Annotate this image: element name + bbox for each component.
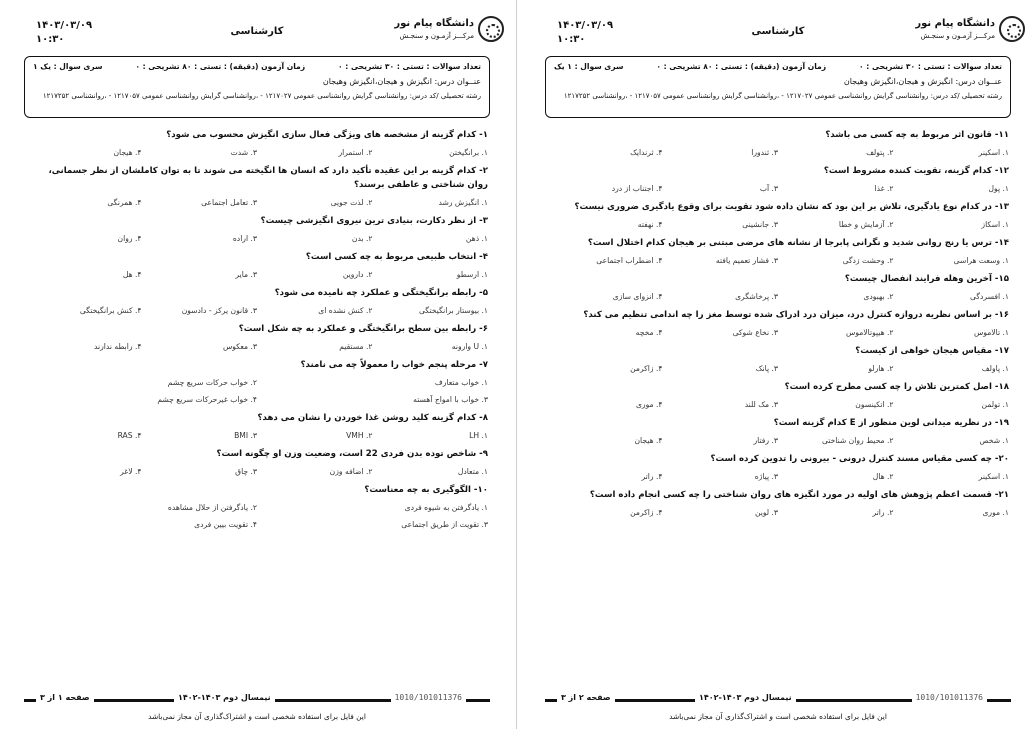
- exam-duration: زمان آزمون (دقیقه) : تستی : ۸۰ تشریحی : ۰: [135, 62, 306, 71]
- question-item: [26, 447, 488, 476]
- question-item: [547, 488, 1009, 517]
- answer-option[interactable]: ۴. خواب غیرحرکات سریع چشم: [157, 395, 257, 404]
- answer-option[interactable]: ۳. BMI: [234, 431, 257, 440]
- answer-option[interactable]: ۲. غذا: [874, 184, 894, 193]
- copyright-notice: این فایل برای استفاده شخصی است و اشتراک‌گذاری آن مجاز نمی‌باشد: [148, 712, 366, 721]
- field-of-study: رشته تحصیلی /کد درس: روانشناسی گرایش روانشناسی عمومی ۱۲۱۷۰۲۷ - ،روانشناسی گرایش روانشناسی عمومی ۱۲۱۷۰۵۷ - ،روانشناسی ۱۲۱۷۲۵۲: [563, 92, 1002, 100]
- question-item: [547, 308, 1009, 337]
- answer-option[interactable]: ۳. نخاع شوکی: [732, 328, 778, 337]
- answer-option[interactable]: ۲. خواب حرکات سریع چشم: [167, 378, 257, 387]
- answer-option[interactable]: ۲. بهبودی: [863, 292, 894, 301]
- exam-info-box: [24, 56, 490, 118]
- answer-option[interactable]: ۲. بدن: [351, 234, 373, 243]
- question-text: ۴- انتخاب طبیعی مربوط به چه کسی است؟: [305, 252, 488, 262]
- question-item: [547, 452, 1009, 481]
- question-item: [26, 286, 488, 315]
- question-text: ۱- کدام گزینه از مشخصه های ویژگی فعال سازی انگیزش محسوب می شود؟: [166, 130, 488, 140]
- answer-option[interactable]: ۲. هیپوتالاموس: [846, 328, 894, 337]
- question-series: سری سوال : یک ۱: [33, 62, 103, 71]
- question-text: ۷- مرحله پنجم خواب را معمولاً چه می نامند؟: [300, 360, 488, 370]
- answer-option[interactable]: ۱. وسعت هراسی: [953, 256, 1009, 265]
- answer-option[interactable]: ۱. بیوستار برانگیختگی: [418, 306, 488, 315]
- answer-option[interactable]: ۳. معکوس: [222, 342, 257, 351]
- question-text: ۱۳- در کدام نوع یادگیری، تلاش بر این بود که نشان داده شود تقویت برای وقوع یادگیری ضروری نیست؟: [574, 202, 1009, 212]
- answer-option[interactable]: ۳. پیاژه: [754, 472, 778, 481]
- answer-option[interactable]: ۳. شدت: [230, 148, 257, 157]
- answer-option[interactable]: ۴. رابطه ندارند: [93, 342, 142, 351]
- answer-options: [26, 234, 488, 243]
- answer-options: [26, 431, 488, 440]
- answer-options: [26, 306, 488, 315]
- answer-option[interactable]: ۴. RAS: [117, 431, 142, 440]
- question-text: ۱۹- در نظریه میدانی لوین منظور از E کدام گزینه است؟: [773, 418, 1009, 428]
- page-topbar: [527, 10, 1029, 52]
- exam-date: ۱۴۰۳/۰۳/۰۹: [557, 20, 614, 31]
- university-name: دانشگاه پیام نور: [915, 18, 995, 29]
- answer-option[interactable]: ۴. اضطراب اجتماعی: [596, 256, 663, 265]
- questions-count: تعداد سوالات : تستی : ۳۰ تشریحی : ۰: [859, 62, 1002, 71]
- answer-option[interactable]: ۲. اتکینسون: [855, 400, 894, 409]
- page-topbar: [6, 10, 508, 52]
- semester-label: نیمسال دوم ۱۴۰۳-۱۴۰۲: [695, 693, 796, 702]
- answer-option[interactable]: ۱. اسکینر: [978, 148, 1009, 157]
- exam-code: 1010/101011376: [391, 693, 466, 702]
- answer-options: [547, 256, 1009, 265]
- answer-option[interactable]: ۲. محیط روان شناختی: [821, 436, 894, 445]
- page-footer: [24, 693, 490, 707]
- answer-option[interactable]: ۲. استمرار: [338, 148, 373, 157]
- answer-option[interactable]: ۳. ثندورا: [751, 148, 778, 157]
- answer-options: [547, 400, 1009, 409]
- question-item: [26, 164, 488, 207]
- answer-option[interactable]: ۴. موری: [635, 400, 663, 409]
- university-name: دانشگاه پیام نور: [394, 18, 474, 29]
- question-text: ۳- از نظر دکارت، بنیادی ترین نیروی انگیزشی چیست؟: [260, 216, 488, 226]
- exam-time-of-day: ۱۰:۳۰: [557, 34, 586, 45]
- copyright-notice: این فایل برای استفاده شخصی است و اشتراک‌گذاری آن مجاز نمی‌باشد: [669, 712, 887, 721]
- answer-option[interactable]: ۳. جانشینی: [742, 220, 778, 229]
- answer-option[interactable]: ۳. چاق: [235, 467, 257, 476]
- page-number: صفحه ۱ از ۳: [36, 693, 94, 702]
- question-text: ۲۱- قسمت اعظم پژوهش های اولیه در مورد انگیزه های روان شناختی را چه کسی انجام داده است؟: [589, 490, 1009, 500]
- question-text: ۶- رابطه بین سطح برانگیختگی و عملکرد به چه شکل است؟: [238, 324, 488, 334]
- page-separator: [516, 0, 517, 729]
- answer-option[interactable]: ۲. لذت جویی: [330, 198, 373, 207]
- question-item: [547, 200, 1009, 229]
- question-text: ۲- کدام گزینه بر این عقیده تأکید دارد که انسان ها انگیخته می شوند تا به توان کاملشان از نظر جسمانی، روان شناختی و عاطفی برسند؟: [48, 166, 488, 190]
- answer-option[interactable]: ۳. اراده: [232, 234, 257, 243]
- answer-option[interactable]: ۱. اسکاز: [981, 220, 1009, 229]
- answer-options: [26, 270, 488, 279]
- answer-option[interactable]: ۲. یادگرفتن از حلال مشاهده: [167, 503, 257, 512]
- question-item: [26, 214, 488, 243]
- exam-page-2: [527, 0, 1029, 729]
- question-item: [26, 358, 488, 404]
- answer-option[interactable]: ۴. هیجان: [113, 148, 142, 157]
- exam-code: 1010/101011376: [912, 693, 987, 702]
- question-text: ۱۷- مقیاس هیجان خواهی از کیست؟: [855, 346, 1009, 356]
- question-text: ۵- رابطه برانگیختگی و عملکرد چه نامیده می شود؟: [274, 288, 488, 298]
- exam-time-of-day: ۱۰:۳۰: [36, 34, 65, 45]
- answer-option[interactable]: ۳. فشار تعمیم یافته: [715, 256, 778, 265]
- answer-option[interactable]: ۲. راتر: [872, 508, 894, 517]
- answer-option[interactable]: ۴. مخچه: [635, 328, 663, 337]
- answer-option[interactable]: ۳. خواب با امواج آهسته: [413, 395, 488, 404]
- answer-option[interactable]: ۱. اسکینر: [978, 472, 1009, 481]
- answer-option[interactable]: ۴. لاغر: [120, 467, 142, 476]
- answer-option[interactable]: ۱. متعادل: [457, 467, 488, 476]
- answer-option[interactable]: ۲. آزمایش و خطا: [838, 220, 894, 229]
- answer-options: [547, 364, 1009, 373]
- answer-option[interactable]: ۲. VMH: [346, 431, 373, 440]
- answer-options: [26, 503, 488, 529]
- question-item: [547, 380, 1009, 409]
- answer-options: [547, 148, 1009, 157]
- question-text: ۱۱- قانون اثر مربوط به چه کسی می باشد؟: [825, 130, 1009, 140]
- answer-option[interactable]: ۲. داروین: [342, 270, 373, 279]
- university-subtitle: مرکـــز آزمـون و سنجـش: [920, 32, 995, 40]
- answer-option[interactable]: ۲. اضافه وزن: [329, 467, 373, 476]
- degree-level: کارشناسی: [751, 26, 805, 37]
- answer-option[interactable]: ۴. زاکرمن: [630, 508, 663, 517]
- answer-option[interactable]: ۲. پتولف: [866, 148, 894, 157]
- answer-options: [26, 378, 488, 404]
- answer-option[interactable]: ۴. همرنگی: [107, 198, 142, 207]
- answer-option[interactable]: ۱. خواب متعارف: [434, 378, 488, 387]
- answer-option[interactable]: ۳. تقویت از طریق اجتماعی: [401, 520, 488, 529]
- answer-option[interactable]: ۲. هارلو: [868, 364, 894, 373]
- field-of-study: رشته تحصیلی /کد درس: روانشناسی گرایش روانشناسی عمومی ۱۲۱۷۰۲۷ - ،روانشناسی گرایش روانشناسی عمومی ۱۲۱۷۰۵۷ - ،روانشناسی ۱۲۱۷۲۵۲: [42, 92, 481, 100]
- answer-option[interactable]: ۴. ثرندایک: [630, 148, 663, 157]
- question-item: [547, 128, 1009, 157]
- answer-option[interactable]: ۱. افسردگی: [970, 292, 1009, 301]
- answer-option[interactable]: ۴. تقویت بیین فردی: [194, 520, 257, 529]
- answer-option[interactable]: ۳. لوین: [754, 508, 778, 517]
- question-item: [547, 416, 1009, 445]
- answer-options: [547, 508, 1009, 517]
- answer-option[interactable]: ۴. راتر: [641, 472, 663, 481]
- answer-option[interactable]: ۲. کنش نشده ای: [318, 306, 373, 315]
- answer-option[interactable]: ۱. U وارونه: [451, 342, 488, 351]
- answer-option[interactable]: ۱. برانگیختن: [449, 148, 488, 157]
- question-item: [547, 164, 1009, 193]
- answer-option[interactable]: ۴. کنش برانگیختگی: [79, 306, 142, 315]
- answer-option[interactable]: ۳. مایر: [235, 270, 257, 279]
- page-number: صفحه ۲ از ۳: [557, 693, 615, 702]
- answer-options: [547, 292, 1009, 301]
- exam-duration: زمان آزمون (دقیقه) : تستی : ۸۰ تشریحی : ۰: [656, 62, 827, 71]
- course-title: عنــوان درس: انگیزش و هیجان،انگیزش وهیجان: [322, 77, 481, 86]
- degree-level: کارشناسی: [230, 26, 284, 37]
- answer-option[interactable]: ۴. اجتناب از درد: [611, 184, 663, 193]
- answer-options: [26, 467, 488, 476]
- answer-option[interactable]: ۲. وحشت زدگی: [842, 256, 894, 265]
- question-item: [547, 236, 1009, 265]
- question-text: ۱۵- آخرین وهله فرایند انفصال چیست؟: [844, 274, 1009, 284]
- answer-option[interactable]: ۱. موری: [982, 508, 1009, 517]
- answer-options: [547, 220, 1009, 229]
- question-item: [547, 272, 1009, 301]
- answer-option[interactable]: ۱. تالاموس: [974, 328, 1009, 337]
- answer-options: [547, 328, 1009, 337]
- questions-count: تعداد سوالات : تستی : ۳۰ تشریحی : ۰: [338, 62, 481, 71]
- exam-page-1: [6, 0, 508, 729]
- answer-option[interactable]: ۴. هل: [122, 270, 142, 279]
- question-text: ۱۰- الگوگیری به چه معناست؟: [364, 485, 488, 495]
- course-title: عنــوان درس: انگیزش و هیجان،انگیزش وهیجان: [843, 77, 1002, 86]
- question-text: ۹- شاخص توده بدن فردی 22 است، وضعیت وزن او چگونه است؟: [216, 449, 488, 459]
- questions-list: [547, 128, 1009, 684]
- question-text: ۱۸- اصل کمترین تلاش را چه کسی مطرح کرده است؟: [784, 382, 1009, 392]
- question-item: [26, 411, 488, 440]
- answer-option[interactable]: ۱. شخص: [979, 436, 1009, 445]
- answer-option[interactable]: ۱. ذهن: [465, 234, 488, 243]
- answer-option[interactable]: ۱. پاولف: [981, 364, 1009, 373]
- answer-option[interactable]: ۱. ارسطو: [456, 270, 488, 279]
- question-text: ۱۶- بر اساس نظریه دروازه کنترل درد، میزان درد ادراک شده توسط مغز را چه اندامی تنظیم می کند؟: [583, 310, 1009, 320]
- exam-date: ۱۴۰۳/۰۳/۰۹: [36, 20, 93, 31]
- semester-label: نیمسال دوم ۱۴۰۳-۱۴۰۲: [174, 693, 275, 702]
- answer-option[interactable]: ۱. تولمن: [981, 400, 1009, 409]
- answer-option[interactable]: ۳. رفتار: [753, 436, 778, 445]
- questions-list: [26, 128, 488, 684]
- answer-option[interactable]: ۳. مک للند: [744, 400, 778, 409]
- question-item: [26, 128, 488, 157]
- answer-option[interactable]: ۴. هیجان: [634, 436, 663, 445]
- answer-option[interactable]: ۲. مستقیم: [339, 342, 373, 351]
- answer-option[interactable]: ۳. تعامل اجتماعی: [201, 198, 257, 207]
- answer-option[interactable]: ۱. انگیزش رشد: [438, 198, 488, 207]
- university-subtitle: مرکـــز آزمـون و سنجـش: [399, 32, 474, 40]
- question-text: ۱۲- کدام گزینه، تقویت کننده مشروط است؟: [823, 166, 1009, 176]
- answer-option[interactable]: ۴. روان: [117, 234, 142, 243]
- question-text: ۱۴- ترس یا رنج روانی شدید و نگرانی پابرجا از نشانه های مرضی مبتنی بر هیجان کدام اختلال است؟: [587, 238, 1009, 248]
- page-footer: [545, 693, 1011, 707]
- question-item: [26, 483, 488, 529]
- answer-options: [26, 148, 488, 157]
- question-item: [547, 344, 1009, 373]
- answer-option[interactable]: ۳. پانک: [755, 364, 778, 373]
- answer-option[interactable]: ۳. پرخاشگری: [735, 292, 778, 301]
- question-text: ۸- کدام گزینه کلید روشن غذا خوردن را نشان می دهد؟: [257, 413, 488, 423]
- answer-options: [547, 184, 1009, 193]
- answer-options: [547, 436, 1009, 445]
- question-item: [26, 250, 488, 279]
- answer-option[interactable]: ۳. قانون یرکز - دادسون: [181, 306, 257, 315]
- answer-options: [547, 472, 1009, 481]
- question-text: ۲۰- چه کسی مقیاس مسند کنترل درونی - بیرونی را تدوین کرده است؟: [710, 454, 1009, 464]
- answer-option[interactable]: ۴. نهفته: [637, 220, 663, 229]
- answer-option[interactable]: ۴. انزوای سازی: [612, 292, 663, 301]
- answer-option[interactable]: ۱. یادگرفتن به شیوه فردی: [404, 503, 488, 512]
- answer-options: [26, 342, 488, 351]
- answer-option[interactable]: ۲. هال: [872, 472, 894, 481]
- question-item: [26, 322, 488, 351]
- answer-option[interactable]: ۳. آب: [759, 184, 778, 193]
- answer-option[interactable]: ۴. زاکرمن: [630, 364, 663, 373]
- answer-options: [26, 198, 488, 207]
- answer-option[interactable]: ۱. LH: [469, 431, 488, 440]
- question-series: سری سوال : ۱ یک: [554, 62, 624, 71]
- exam-info-box: [545, 56, 1011, 118]
- answer-option[interactable]: ۱. پول: [988, 184, 1009, 193]
